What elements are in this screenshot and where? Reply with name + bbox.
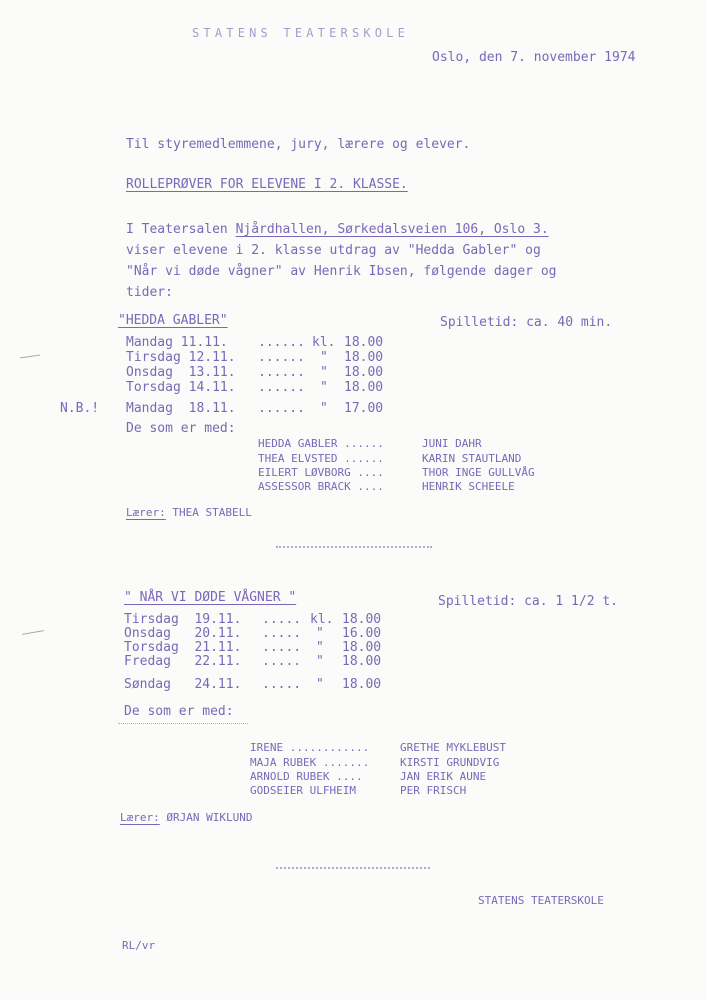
cast-role: GODSEIER ULFHEIM [250, 784, 356, 797]
intro-line-1 [126, 222, 549, 237]
play1-cast-label: De som er med: [126, 421, 236, 436]
schedule-day: Fredag 22.11. [124, 654, 242, 669]
intro-line-3: "Når vi døde vågner" av Henrik Ibsen, følgende dager og [126, 264, 557, 279]
play1-title: "HEDDA GABLER" [118, 313, 228, 328]
schedule-day: Torsdag 14.11. [126, 380, 236, 395]
teacher-label: Lærer: [120, 811, 160, 824]
schedule-kl: " [316, 640, 324, 655]
schedule-kl: " [320, 365, 328, 380]
schedule-time: 18.00 [342, 612, 382, 627]
schedule-kl: kl. [310, 612, 334, 627]
schedule-time: 18.00 [344, 350, 384, 365]
teacher-name: ØRJAN WIKLUND [166, 811, 253, 824]
schedule-dots: ..... [262, 626, 302, 641]
schedule-day: Søndag 24.11. [124, 677, 242, 692]
date-line: Oslo, den 7. november 1974 [432, 50, 636, 65]
intro-venue-prefix: I Teatersalen [126, 222, 236, 237]
cast-actor: JAN ERIK AUNE [400, 770, 487, 783]
play2-teacher [120, 810, 252, 825]
schedule-time: 16.00 [342, 626, 382, 641]
cast-actor: HENRIK SCHEELE [422, 480, 515, 493]
cast-role: MAJA RUBEK ....... [250, 756, 370, 769]
cast-actor: KARIN STAUTLAND [422, 452, 522, 465]
play2-title: " NÅR VI DØDE VÅGNER " [124, 590, 297, 605]
initials: RL/vr [122, 939, 156, 952]
nb-label: N.B.! [60, 401, 100, 416]
schedule-dots: ..... [262, 654, 302, 669]
play2-runtime: Spilletid: ca. 1 1/2 t. [438, 594, 619, 609]
intro-line-4: tider: [126, 285, 173, 300]
cast-role: HEDDA GABLER ...... [258, 437, 384, 450]
play1-runtime: Spilletid: ca. 40 min. [440, 315, 613, 330]
schedule-dots: ...... [258, 380, 305, 395]
schedule-dots: ...... [258, 365, 305, 380]
cast-actor: THOR INGE GULLVÅG [422, 466, 535, 479]
schedule-kl: " [316, 654, 324, 669]
schedule-kl: kl. [312, 335, 336, 350]
schedule-time: 18.00 [342, 654, 382, 669]
cast-role: ASSESSOR BRACK .... [258, 480, 384, 493]
schedule-day: Tirsdag 12.11. [126, 350, 236, 365]
intro-line-2: viser elevene i 2. klasse utdrag av "Hedda Gabler" og [126, 243, 541, 258]
cast-actor: PER FRISCH [400, 784, 467, 797]
schedule-day: Tirsdag 19.11. [124, 612, 242, 627]
schedule-dots: ..... [262, 612, 302, 627]
schedule-day: Mandag 11.11. [126, 335, 228, 350]
schedule-day: Mandag 18.11. [126, 401, 236, 416]
salutation: Til styremedlemmene, jury, lærere og elever. [126, 137, 471, 152]
margin-mark [20, 355, 40, 359]
schedule-kl: " [320, 380, 328, 395]
schedule-kl: " [316, 626, 324, 641]
schedule-dots: ..... [262, 677, 302, 692]
schedule-kl: " [320, 350, 328, 365]
schedule-dots: ...... [258, 401, 305, 416]
schedule-time: 18.00 [344, 380, 384, 395]
cast-role: THEA ELVSTED ...... [258, 452, 384, 465]
schedule-day: Torsdag 21.11. [124, 640, 242, 655]
section-divider [276, 546, 432, 548]
section-divider [276, 867, 430, 869]
cast-actor: GRETHE MYKLEBUST [400, 741, 506, 754]
cast-actor: KIRSTI GRUNDVIG [400, 756, 500, 769]
cast-label-rule [118, 723, 248, 724]
schedule-dots: ..... [262, 640, 302, 655]
schedule-dots: ...... [258, 350, 305, 365]
schedule-time: 18.00 [342, 640, 382, 655]
schedule-day: Onsdag 20.11. [124, 626, 242, 641]
schedule-dots: ...... [258, 335, 305, 350]
play2-cast-label: De som er med: [124, 704, 234, 719]
schedule-day: Onsdag 13.11. [126, 365, 236, 380]
cast-actor: JUNI DAHR [422, 437, 482, 450]
teacher-label: Lærer: [126, 506, 166, 519]
intro-venue: Njårdhallen, Sørkedalsveien 106, Oslo 3. [235, 222, 549, 237]
schedule-time: 17.00 [344, 401, 384, 416]
schedule-kl: " [320, 401, 328, 416]
schedule-time: 18.00 [344, 365, 384, 380]
cast-role: IRENE ............ [250, 741, 370, 754]
schedule-kl: " [316, 677, 324, 692]
schedule-time: 18.00 [344, 335, 384, 350]
teacher-name: THEA STABELL [172, 506, 252, 519]
cast-role: ARNOLD RUBEK .... [250, 770, 363, 783]
margin-mark [22, 630, 44, 635]
play1-teacher [126, 505, 252, 520]
subject-heading: ROLLEPRØVER FOR ELEVENE I 2. KLASSE. [126, 177, 408, 192]
cast-role: EILERT LØVBORG .... [258, 466, 384, 479]
schedule-time: 18.00 [342, 677, 382, 692]
signature: STATENS TEATERSKOLE [478, 894, 604, 907]
letterhead: STATENS TEATERSKOLE [192, 26, 410, 40]
